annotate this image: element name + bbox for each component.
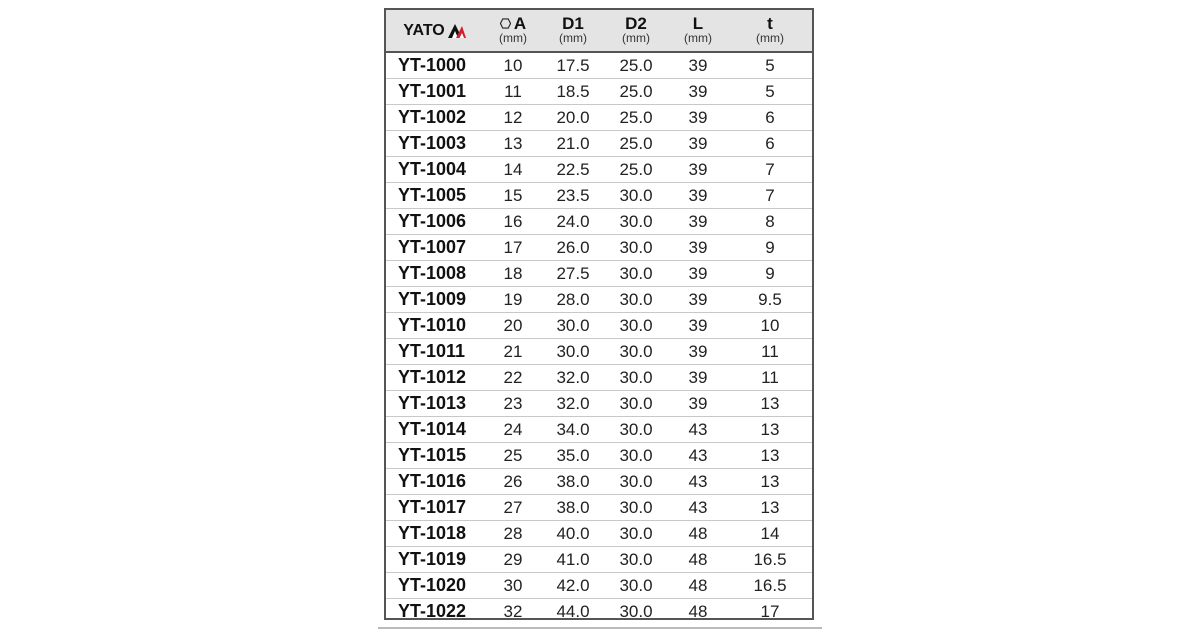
d2-cell: 30.0 xyxy=(604,443,668,469)
t-cell: 9 xyxy=(728,235,812,261)
l-cell: 43 xyxy=(668,443,728,469)
t-cell: 13 xyxy=(728,495,812,521)
d2-cell: 25.0 xyxy=(604,105,668,131)
d1-cell: 17.5 xyxy=(542,52,604,79)
d1-cell: 34.0 xyxy=(542,417,604,443)
table-row xyxy=(386,599,812,625)
col-header-l-label: L xyxy=(692,14,704,33)
spec-table xyxy=(386,10,812,624)
d2-cell: 30.0 xyxy=(619,602,653,622)
d2-cell: 30.0 xyxy=(604,391,668,417)
l-cell: 39 xyxy=(668,52,728,79)
model-cell: YT-1005 xyxy=(386,183,484,209)
d2-cell: 25.0 xyxy=(604,157,668,183)
d2-cell: 30.0 xyxy=(604,365,668,391)
d1-cell: 18.5 xyxy=(542,79,604,105)
model-cell: YT-1007 xyxy=(386,235,484,261)
hexagon-icon xyxy=(500,16,511,32)
model-cell: YT-1020 xyxy=(386,573,484,599)
model-cell: YT-1012 xyxy=(386,365,484,391)
t-cell: 7 xyxy=(728,157,812,183)
t-cell: 11 xyxy=(728,339,812,365)
table-row xyxy=(386,183,812,209)
a-cell: 22 xyxy=(484,365,542,391)
d2-cell: 30.0 xyxy=(604,469,668,495)
d1-cell: 28.0 xyxy=(542,287,604,313)
a-cell: 23 xyxy=(484,391,542,417)
model-cell: YT-1014 xyxy=(386,417,484,443)
col-header-d1-unit: (mm) xyxy=(559,31,587,45)
table-row xyxy=(386,79,812,105)
col-header-a-unit: (mm) xyxy=(499,31,527,46)
t-cell: 8 xyxy=(728,209,812,235)
model-cell: YT-1015 xyxy=(386,443,484,469)
bottom-divider xyxy=(378,627,822,629)
col-header-d2-label: D2 xyxy=(625,14,647,33)
brand-logo xyxy=(403,22,467,40)
d1-cell: 27.5 xyxy=(542,261,604,287)
a-cell: 21 xyxy=(484,339,542,365)
table-row xyxy=(386,131,812,157)
a-cell: 32 xyxy=(503,602,523,622)
a-cell: 27 xyxy=(484,495,542,521)
col-header-t-label: t xyxy=(767,14,773,33)
model-cell: YT-1006 xyxy=(386,209,484,235)
model-cell: YT-1004 xyxy=(386,157,484,183)
col-header-a-label: A xyxy=(513,13,527,33)
d1-cell: 20.0 xyxy=(542,105,604,131)
brand-logo-cell xyxy=(386,10,484,52)
d2-cell: 30.0 xyxy=(604,547,668,573)
l-cell: 39 xyxy=(668,183,728,209)
table-row xyxy=(386,391,812,417)
t-cell: 11 xyxy=(728,365,812,391)
t-cell: 16.5 xyxy=(728,573,812,599)
d1-cell: 30.0 xyxy=(542,313,604,339)
d1-cell: 21.0 xyxy=(542,131,604,157)
d2-cell: 30.0 xyxy=(604,235,668,261)
l-cell: 39 xyxy=(668,105,728,131)
a-cell: 10 xyxy=(484,52,542,79)
t-cell: 13 xyxy=(728,443,812,469)
table-row xyxy=(386,105,812,131)
d2-cell: 30.0 xyxy=(604,313,668,339)
d1-cell: 44.0 xyxy=(556,602,590,622)
t-cell: 6 xyxy=(728,105,812,131)
l-cell: 39 xyxy=(668,365,728,391)
t-cell: 7 xyxy=(728,183,812,209)
a-cell: 26 xyxy=(484,469,542,495)
l-cell: 39 xyxy=(668,339,728,365)
table-row xyxy=(386,443,812,469)
l-cell: 43 xyxy=(668,469,728,495)
l-cell: 48 xyxy=(668,573,728,599)
col-header-a xyxy=(484,10,542,52)
model-cell: YT-1009 xyxy=(386,287,484,313)
t-cell: 5 xyxy=(728,79,812,105)
spec-table-body xyxy=(386,52,812,624)
a-cell: 19 xyxy=(484,287,542,313)
model-cell: YT-1016 xyxy=(386,469,484,495)
model-cell: YT-1001 xyxy=(386,79,484,105)
model-cell: YT-1000 xyxy=(386,52,484,79)
d2-cell: 30.0 xyxy=(604,573,668,599)
col-header-d1 xyxy=(542,10,604,52)
d2-cell: 25.0 xyxy=(604,79,668,105)
l-cell: 39 xyxy=(668,235,728,261)
d1-cell: 30.0 xyxy=(542,339,604,365)
col-header-d2-unit: (mm) xyxy=(622,31,650,45)
table-row xyxy=(386,521,812,547)
d1-cell: 41.0 xyxy=(542,547,604,573)
l-cell: 39 xyxy=(668,157,728,183)
d2-cell: 30.0 xyxy=(604,495,668,521)
l-cell: 43 xyxy=(668,495,728,521)
model-cell: YT-1018 xyxy=(386,521,484,547)
model-cell: YT-1017 xyxy=(386,495,484,521)
t-cell: 5 xyxy=(728,52,812,79)
model-cell: YT-1011 xyxy=(386,339,484,365)
a-cell: 12 xyxy=(484,105,542,131)
table-row xyxy=(386,261,812,287)
t-cell: 9.5 xyxy=(728,287,812,313)
model-cell: YT-1008 xyxy=(386,261,484,287)
a-cell: 20 xyxy=(484,313,542,339)
table-row xyxy=(386,547,812,573)
d1-cell: 24.0 xyxy=(542,209,604,235)
t-cell: 16.5 xyxy=(728,547,812,573)
d1-cell: 35.0 xyxy=(542,443,604,469)
table-row xyxy=(386,417,812,443)
t-cell: 13 xyxy=(728,391,812,417)
model-cell: YT-1010 xyxy=(386,313,484,339)
d2-cell: 30.0 xyxy=(604,339,668,365)
d1-cell: 32.0 xyxy=(542,365,604,391)
l-cell: 39 xyxy=(668,313,728,339)
table-row xyxy=(386,287,812,313)
l-cell: 48 xyxy=(668,521,728,547)
t-cell: 13 xyxy=(728,469,812,495)
a-cell: 28 xyxy=(484,521,542,547)
a-cell: 29 xyxy=(484,547,542,573)
model-cell: YT-1002 xyxy=(386,105,484,131)
brand-name: YATO xyxy=(403,21,445,39)
col-header-l-unit: (mm) xyxy=(684,31,712,45)
d2-cell: 30.0 xyxy=(604,209,668,235)
l-cell: 39 xyxy=(668,391,728,417)
l-cell: 48 xyxy=(688,602,708,622)
t-cell: 14 xyxy=(728,521,812,547)
col-header-l xyxy=(668,10,728,52)
col-header-t xyxy=(728,10,812,52)
a-cell: 17 xyxy=(484,235,542,261)
d2-cell: 30.0 xyxy=(604,261,668,287)
d2-cell: 30.0 xyxy=(604,183,668,209)
d1-cell: 26.0 xyxy=(542,235,604,261)
d1-cell: 22.5 xyxy=(542,157,604,183)
d1-cell: 23.5 xyxy=(542,183,604,209)
d1-cell: 42.0 xyxy=(542,573,604,599)
a-cell: 13 xyxy=(484,131,542,157)
col-header-d2 xyxy=(604,10,668,52)
l-cell: 39 xyxy=(668,209,728,235)
t-cell: 13 xyxy=(728,417,812,443)
table-row xyxy=(386,495,812,521)
d1-cell: 32.0 xyxy=(542,391,604,417)
d2-cell: 30.0 xyxy=(604,287,668,313)
table-row xyxy=(386,365,812,391)
table-row xyxy=(386,573,812,599)
model-cell: YT-1013 xyxy=(386,391,484,417)
d2-cell: 25.0 xyxy=(604,131,668,157)
a-cell: 15 xyxy=(484,183,542,209)
yato-triangle-logo-icon xyxy=(447,23,467,39)
table-header-row xyxy=(386,10,812,52)
col-header-d1-label: D1 xyxy=(562,14,584,33)
l-cell: 39 xyxy=(668,287,728,313)
a-cell: 11 xyxy=(484,79,542,105)
model-cell: YT-1019 xyxy=(386,547,484,573)
l-cell: 39 xyxy=(668,261,728,287)
a-cell: 24 xyxy=(484,417,542,443)
l-cell: 39 xyxy=(668,79,728,105)
d2-cell: 30.0 xyxy=(604,417,668,443)
table-row xyxy=(386,209,812,235)
d1-cell: 38.0 xyxy=(542,469,604,495)
a-cell: 25 xyxy=(484,443,542,469)
model-cell: YT-1022 xyxy=(398,601,467,622)
t-cell: 9 xyxy=(728,261,812,287)
table-row xyxy=(386,157,812,183)
d2-cell: 25.0 xyxy=(604,52,668,79)
d1-cell: 38.0 xyxy=(542,495,604,521)
l-cell: 43 xyxy=(668,417,728,443)
model-cell: YT-1003 xyxy=(386,131,484,157)
t-cell: 17 xyxy=(760,602,780,622)
a-cell: 30 xyxy=(484,573,542,599)
table-row xyxy=(386,469,812,495)
a-cell: 14 xyxy=(484,157,542,183)
l-cell: 39 xyxy=(668,131,728,157)
a-cell: 16 xyxy=(484,209,542,235)
t-cell: 6 xyxy=(728,131,812,157)
d2-cell: 30.0 xyxy=(604,521,668,547)
d1-cell: 40.0 xyxy=(542,521,604,547)
col-header-t-unit: (mm) xyxy=(756,31,784,45)
table-row xyxy=(386,235,812,261)
table-row xyxy=(386,52,812,79)
t-cell: 10 xyxy=(728,313,812,339)
a-cell: 18 xyxy=(484,261,542,287)
l-cell: 48 xyxy=(668,547,728,573)
table-row xyxy=(386,339,812,365)
spec-table-sheet xyxy=(384,8,814,620)
table-row xyxy=(386,313,812,339)
